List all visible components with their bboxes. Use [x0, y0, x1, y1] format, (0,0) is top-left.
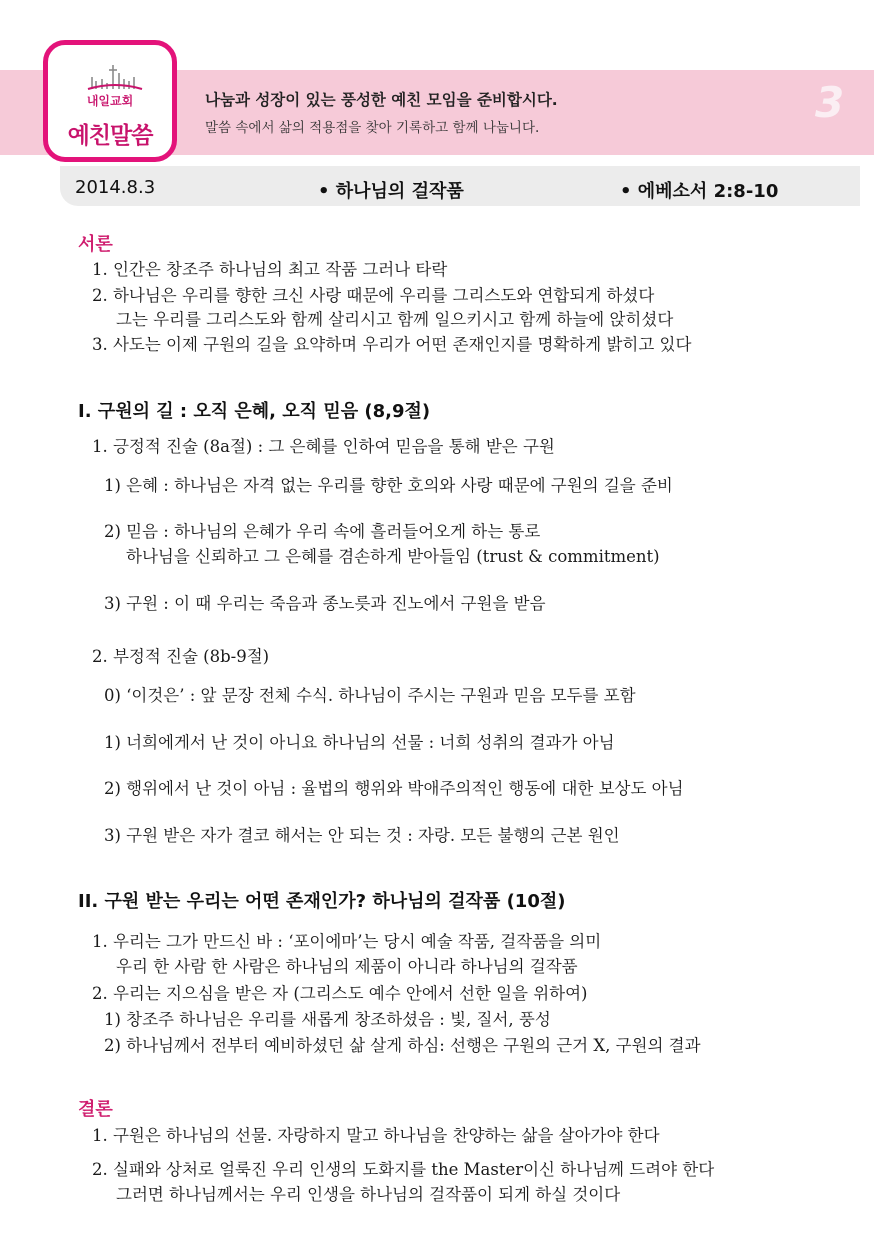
section2-heading: II. 구원 받는 우리는 어떤 존재인가? 하나님의 걸작품 (10절): [78, 891, 566, 912]
section1-line: 1) 은혜 : 하나님은 자격 없는 우리를 향한 호의와 사랑 때문에 구원의 길을 준비: [104, 476, 673, 495]
section2-line: 우리 한 사람 한 사람은 하나님의 제품이 아니라 하나님의 걸작품: [116, 957, 578, 976]
intro-line: 그는 우리를 그리스도와 함께 살리시고 함께 일으키시고 함께 하늘에 앉히셨다: [116, 310, 674, 329]
intro-line: 1. 인간은 창조주 하나님의 최고 작품 그러나 타락: [92, 260, 448, 279]
intro-line: 2. 하나님은 우리를 향한 크신 사랑 때문에 우리를 그리스도와 연합되게 하셨다: [92, 286, 655, 305]
intro-heading: 서론: [78, 234, 113, 255]
section1-line: 2. 부정적 진술 (8b-9절): [92, 647, 270, 666]
conclusion-line: 1. 구원은 하나님의 선물. 자랑하지 말고 하나님을 찬양하는 삶을 살아가야 한다: [92, 1126, 660, 1145]
section2-line: 1) 창조주 하나님은 우리를 새롭게 창조하셨음 : 빛, 질서, 풍성: [104, 1010, 551, 1029]
section1-line: 2) 행위에서 난 것이 아님 : 율법의 행위와 박애주의적인 행동에 대한 보상도 아님: [104, 779, 684, 798]
church-logo: [43, 40, 177, 162]
section1-line: 3) 구원 : 이 때 우리는 죽음과 종노릇과 진노에서 구원을 받음: [104, 594, 546, 613]
page-number: 3: [815, 78, 845, 127]
conclusion-heading: 결론: [78, 1099, 113, 1120]
section1-line: 3) 구원 받은 자가 결코 해서는 안 되는 것 : 자랑. 모든 불행의 근본 원인: [104, 826, 620, 845]
banner-subline: 말씀 속에서 삶의 적용점을 찾아 기록하고 함께 나눕니다.: [205, 120, 540, 136]
section1-line: 1. 긍정적 진술 (8a절) : 그 은혜를 인하여 믿음을 통해 받은 구원: [92, 437, 555, 456]
logo-subtitle: 내일교회: [86, 94, 134, 108]
intro-line: 3. 사도는 이제 구원의 길을 요약하며 우리가 어떤 존재인지를 명확하게 밝히고 있다: [92, 335, 692, 354]
section2-line: 2. 우리는 지으심을 받은 자 (그리스도 예수 안에서 선한 일을 위하여): [92, 984, 588, 1003]
section1-line: 2) 믿음 : 하나님의 은혜가 우리 속에 흘러들어오게 하는 통로: [104, 522, 541, 541]
sermon-date: 2014.8.3: [75, 177, 156, 198]
conclusion-line: 그러면 하나님께서는 우리 인생을 하나님의 걸작품이 되게 하실 것이다: [116, 1185, 621, 1204]
scripture-reference: • 에베소서 2:8-10: [620, 181, 779, 202]
section1-line: 하나님을 신뢰하고 그 은혜를 겸손하게 받아들임 (trust & commitment): [126, 547, 660, 566]
conclusion-line: 2. 실패와 상처로 얼룩진 우리 인생의 도화지를 the Master이신 하나님께 드려야 한다: [92, 1160, 715, 1179]
section1-heading: I. 구원의 길 : 오직 은혜, 오직 믿음 (8,9절): [78, 401, 431, 422]
sermon-title: • 하나님의 걸작품: [318, 181, 464, 202]
banner-headline: 나눔과 성장이 있는 풍성한 예친 모임을 준비합시다.: [205, 91, 558, 109]
section2-line: 2) 하나님께서 전부터 예비하셨던 삶 살게 하심: 선행은 구원의 근거 X, 구원의 결과: [104, 1036, 701, 1055]
logo-title: 예친말씀: [67, 123, 153, 149]
section1-line: 1) 너희에게서 난 것이 아니요 하나님의 선물 : 너희 성취의 결과가 아님: [104, 733, 615, 752]
section2-line: 1. 우리는 그가 만드신 바 : ‘포이에마’는 당시 예술 작품, 걸작품을 의미: [92, 932, 602, 951]
church-skyline-icon: [86, 59, 144, 95]
section1-line: 0) ‘이것은’ : 앞 문장 전체 수식. 하나님이 주시는 구원과 믿음 모두를 포함: [104, 686, 636, 705]
